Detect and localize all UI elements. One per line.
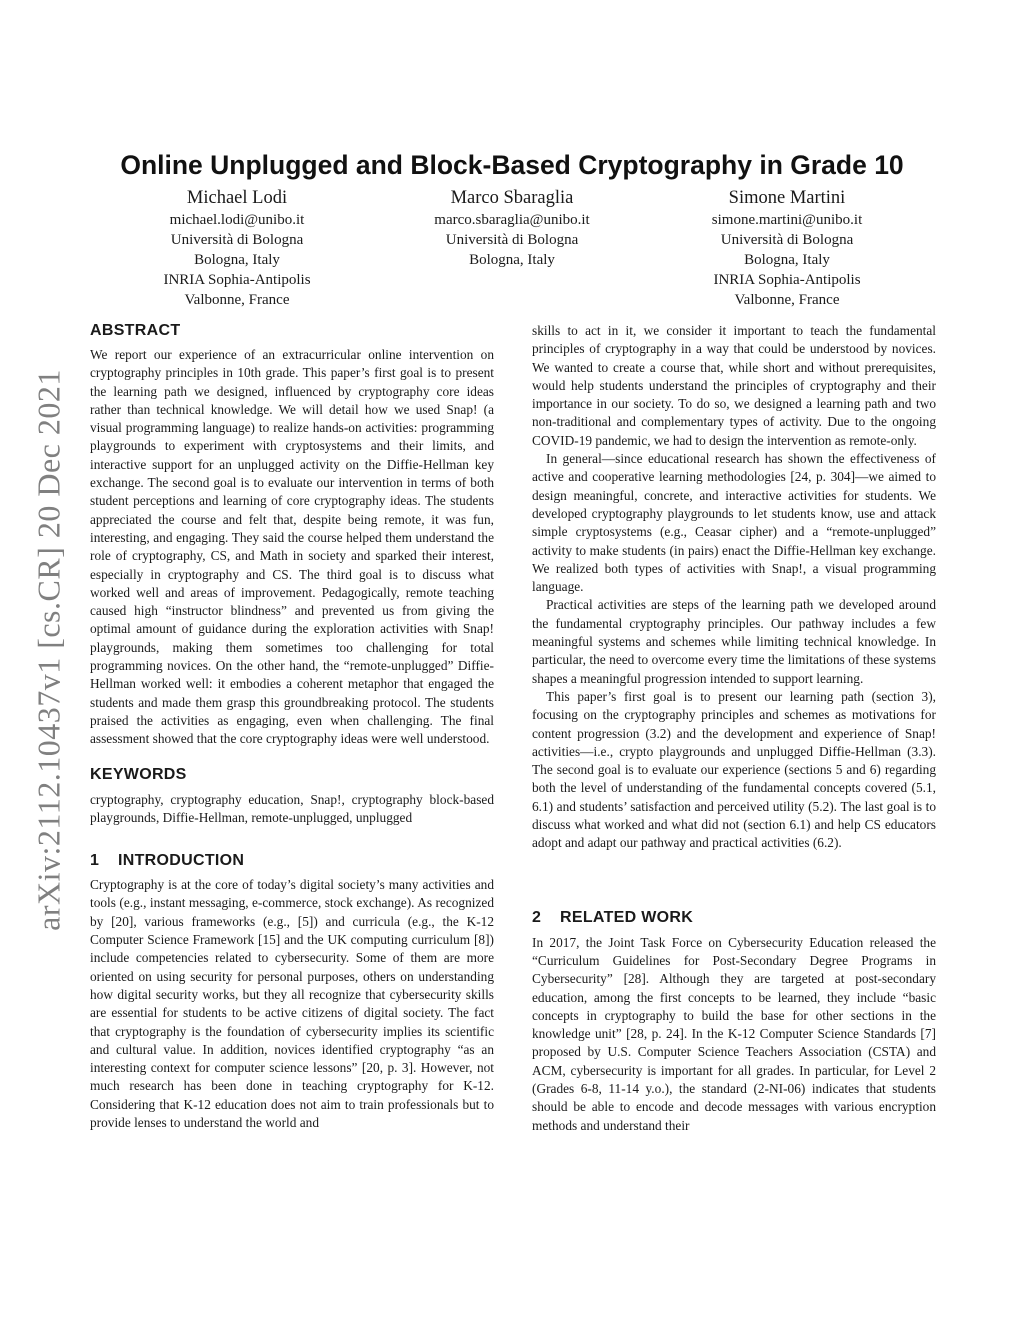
left-column — [90, 320, 494, 1132]
introduction-heading — [90, 850, 494, 872]
author-location: Bologna, Italy — [469, 252, 555, 268]
author-email: simone.martini@unibo.it — [711, 212, 863, 228]
author-affiliation: Università di Bologna — [170, 232, 304, 248]
keywords-heading: KEYWORDS — [90, 765, 187, 783]
author-location-2: Valbonne, France — [734, 292, 840, 308]
author-affiliation-2: INRIA Sophia-Antipolis — [713, 272, 861, 288]
intro-paragraph-5: This paper’s first goal is to present our learning path (section 3), focusing on the cryptography principles and schemes as motivations for content progression (3.2) and the development and experience of Snap! activities—i.e., crypto playgrounds and unplugged Diffie-Hellman (3.3). The second goal is to evaluate our experience (sections 5 and 6) regarding both the level of understanding of the fundamental concepts covered (5.1, 6.1) and students’ satisfaction and perceived utility (5.2). The last goal is to discuss what worked and what did not (section 6.1) and help CS educators adopt and adapt our pathway and practical activities (6.2). — [532, 688, 936, 851]
intro-paragraph-3: In general—since educational research has shown the effectiveness of active and cooperative learning methodologies [24, p. 304]—we aimed to design meaningful, concrete, and interactive activities for students. We developed cryptography playgrounds to let students know, use and attack simple cryptosystems (e.g., Ceasar cipher) and a “remote-unplugged” activity to make students (in pairs) enact the Diffie-Hellman key exchange. We realized both types of activities with Snap!, a visual programming language. — [532, 451, 936, 595]
author-location-2: Valbonne, France — [184, 292, 290, 308]
intro-paragraph-1: Cryptography is at the core of today’s digital society’s many activities and tools (e.g., instant messaging, e-commerce, stock exchange). As recognized by [20], various frameworks (e.g., [5]) and curricula (e.g., the K-12 Computer Science Framework [15] and the UK computing curriculum [8]) include competencies related to cybersecurity. Some of them are more oriented on using security for personal purposes, others on understanding how digital security works, but they all recognize that cybersecurity skills are essential for students to be active citizens of digital society. The fact that cryptography is the foundation of cybersecurity implies its scientific and cultural value. In addition, novices identified cryptography “as an interesting context for computer science lessons” [20, p. 3]. However, not much research has been done in teaching cryptography for K-12. Considering that K-12 education does not aim to train professionals but to provide lenses to understand the world and — [90, 877, 494, 1130]
keywords-text: cryptography, cryptography education, Snap!, cryptography block-based playgrounds, Diffie-Hellman, remote-unplugged, unplugged — [90, 791, 494, 825]
author-name: Marco Sbaraglia — [450, 188, 574, 208]
author-name: Michael Lodi — [186, 188, 288, 208]
related-work-heading — [532, 907, 936, 929]
author-location: Bologna, Italy — [744, 252, 830, 268]
section-number: 1 — [90, 852, 100, 870]
paper-title: Online Unplugged and Block-Based Cryptography in Grade 10 — [120, 149, 904, 180]
section-title: INTRODUCTION — [118, 852, 245, 870]
abstract-text: We report our experience of an extracurricular online intervention on cryptography principles in 10th grade. This paper’s first goal is to present the learning path we designed, influenced by cryptography core ideas rather than technical knowledge. We will detail how we used Snap! (a visual programming language) to realize hands-on activities: programming playgrounds to experiment with cryptosystems and their limits, and interactive support for an unplugged activity on the Diffie-Hellman key exchange. The second goal is to evaluate our intervention in terms of both student perceptions and learning of core cryptography ideas. The students appreciated the course and felt that, despite being remote, it was fun, interesting, and engaging. They said the course helped them understand the role of cryptography, CS, and Math in society and sparked their interest, especially in cryptography and CS. The third goal is to discuss what worked well and areas of improvement. Pedagogically, remote teaching caused high “instructor blindness” and prevented us from giving the optimal amount of guidance during the exploration activities with Snap! playgrounds, making them sometimes too challenging for total programming novices. On the other hand, the “remote-unplugged” Diffie-Hellman worked well: it embodies a coherent metaphor that engaged the students and made them grasp this groundbreaking protocol. The students praised the activities as engaging, even when challenging. The final assessment showed that the core cryptography ideas were well understood. — [90, 347, 494, 747]
section-title: RELATED WORK — [560, 908, 694, 926]
author-email: michael.lodi@unibo.it — [169, 212, 305, 228]
author-block-3 — [647, 186, 927, 310]
author-affiliation: Università di Bologna — [720, 232, 854, 248]
section-number: 2 — [532, 908, 542, 926]
author-location: Bologna, Italy — [194, 252, 280, 268]
arxiv-identifier: arXiv:2112.10437v1 [cs.CR] 20 Dec 2021 — [30, 369, 67, 931]
related-work-paragraph-1: In 2017, the Joint Task Force on Cybersecurity Education released the “Curriculum Guidelines for Post-Secondary Degree Programs in Cybersecurity” [28]. Although they are targeted at post-secondary education, among the first concepts to be learned, they include “basic concepts in cryptography to build the base for other sections in the knowledge unit” [28, p. 24]. In the K-12 Computer Science Standards [7] proposed by U.S. Computer Science Teachers Association (CSTA) and ACM, cybersecurity is important for all grades. In particular, for Level 2 (Grades 6-8, 11-14 y.o.), the standard (2-NI-06) indicates that students should be able to encode and decode messages with various encryption methods and understand their — [532, 934, 936, 1133]
arxiv-stamp — [26, 350, 72, 950]
author-email: marco.sbaraglia@unibo.it — [434, 212, 590, 228]
right-column — [532, 320, 936, 1135]
author-block-2 — [372, 186, 652, 270]
intro-paragraph-2: skills to act in it, we consider it important to teach the fundamental principles of cryptography in a way that could be understood by novices. We wanted to create a course that, while short and without prerequisites, would help students understand the principles of cryptography and their importance in our society. To do so, we designed a learning path and two non-traditional and complementary types of activity. Due to the ongoing COVID-19 pandemic, we had to design the intervention as remote-only. — [532, 323, 936, 448]
intro-paragraph-4: Practical activities are steps of the learning path we developed around the fundamental cryptography principles. Our pathway includes a few meaningful systems and schemes while limiting technical knowledge. In particular, the need to overcome every time the limitations of these systems shapes a meaningful progression intended to support learning. — [532, 597, 936, 686]
author-affiliation: Università di Bologna — [445, 232, 579, 248]
abstract-heading: ABSTRACT — [90, 322, 181, 339]
author-affiliation-2: INRIA Sophia-Antipolis — [163, 272, 311, 288]
author-name: Simone Martini — [728, 188, 846, 208]
author-block-1 — [97, 186, 377, 310]
